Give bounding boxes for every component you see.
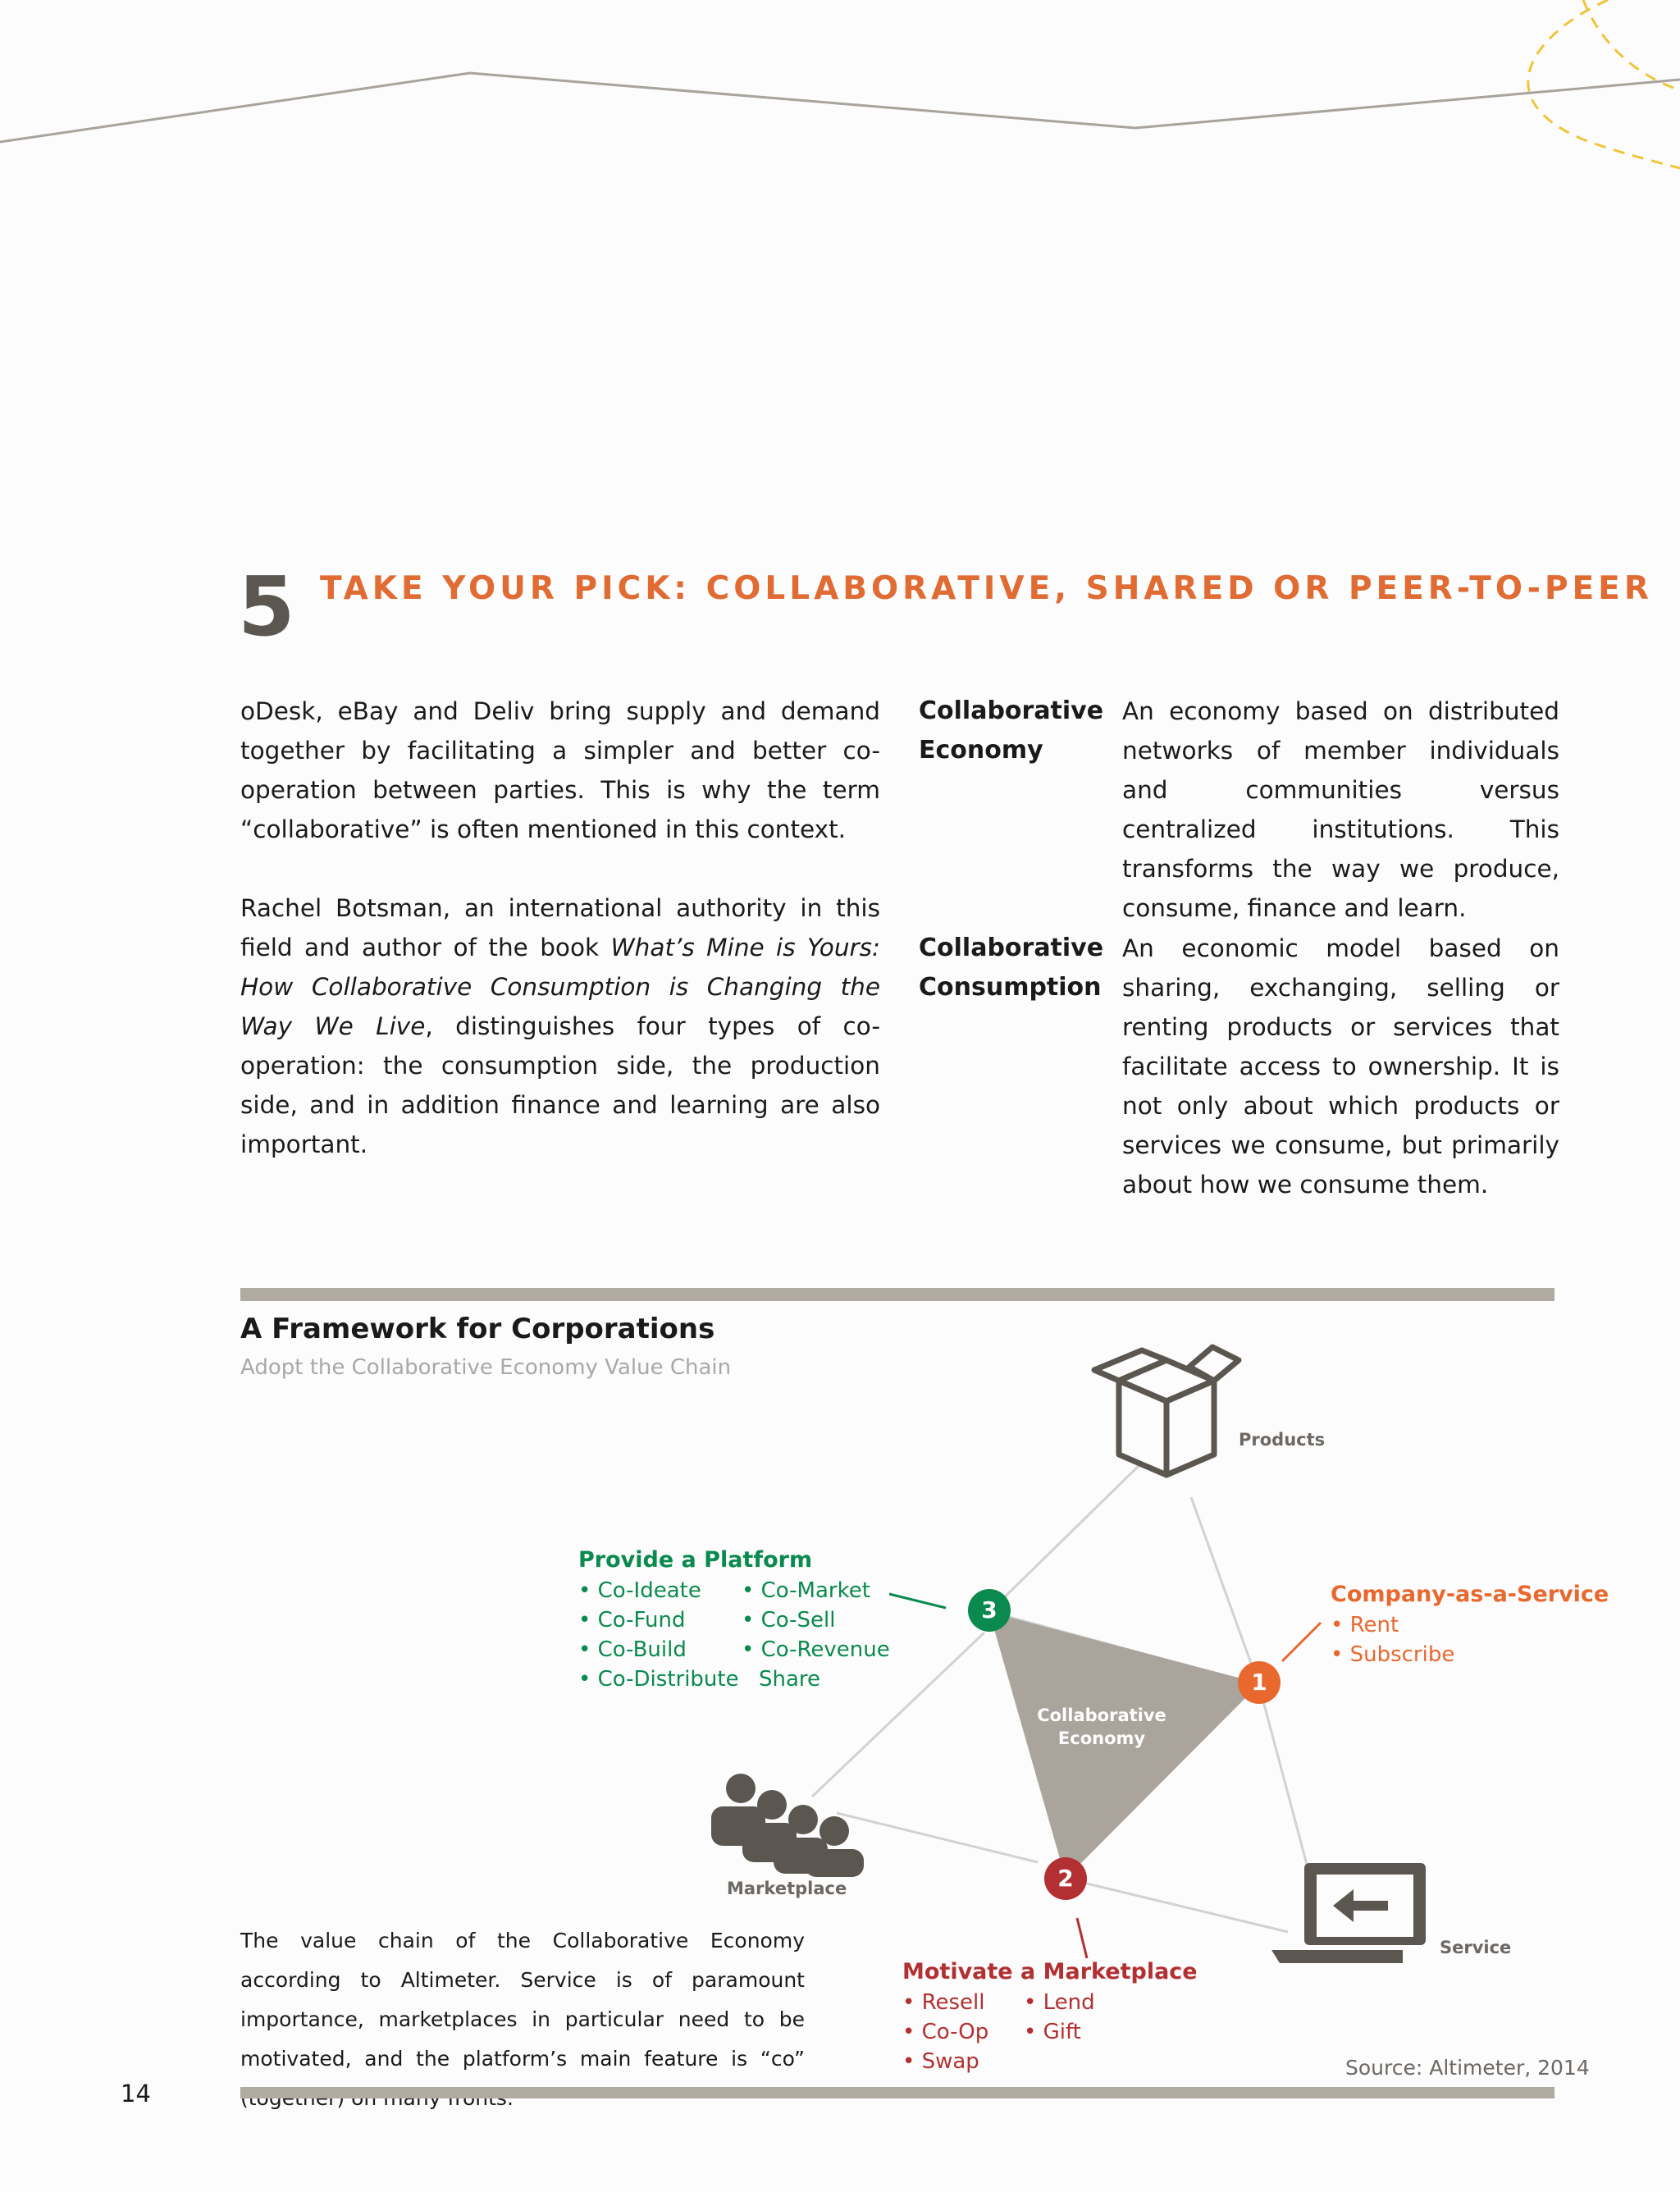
platform-title: Provide a Platform: [578, 1547, 813, 1573]
list-item: • Swap: [902, 2049, 979, 2074]
term-collaborative-consumption: Collaborative Consumption: [919, 934, 1104, 1002]
framework-title: A Framework for Corporations: [240, 1313, 715, 1345]
platform-list-2: [742, 1576, 890, 1694]
list-item: • Co-Sell: [742, 1608, 836, 1633]
company-title: Company-as-a-Service: [1331, 1582, 1609, 1607]
list-item: • Co-Ideate: [578, 1578, 701, 1603]
list-item: Share: [759, 1667, 821, 1692]
page-number: 14: [121, 2080, 151, 2108]
products-label: Products: [1239, 1430, 1326, 1450]
list-item: • Co-Market: [742, 1578, 870, 1603]
list-item: • Resell: [902, 1990, 985, 2015]
term-collaborative-economy: Collaborative Economy: [919, 696, 1104, 765]
chapter-number: 5: [238, 559, 295, 655]
botsman-text-start: Rachel Botsman, an international authority in this field and author of the book: [240, 894, 880, 961]
node-3: 3: [968, 1589, 1011, 1632]
center-label: [1032, 1704, 1171, 1750]
definition-collaborative-consumption: An economic model based on sharing, exchanging, selling or renting products or services that facilitate access to ownership. It is not only about which products or services we consume, but primarily about how we consume them.: [1122, 934, 1559, 1199]
figure-caption: The value chain of the Collaborative Economy according to Altimeter. Service is of paramount importance, marketplaces in particular need to be motivated, and the platform’s main feature is “co”: [240, 1929, 805, 2071]
node-2: 2: [1044, 1857, 1087, 1900]
node-1: 1: [1238, 1661, 1281, 1704]
company-list: [1331, 1610, 1454, 1669]
marketplace-group-title: Motivate a Marketplace: [902, 1959, 1198, 1984]
chapter-title: TAKE YOUR PICK: COLLABORATIVE, SHARED OR PEER-TO-PEER: [320, 570, 1653, 607]
botsman-text-end: , distinguishes four types of co-operation: the consumption side, the production side, and in addition finance and learning are also important.: [240, 1012, 880, 1158]
list-item: • Co-Op: [902, 2020, 989, 2044]
figure-source: Source: Altimeter, 2014: [1345, 2056, 1590, 2080]
box-icon: [1091, 1344, 1247, 1483]
service-label: Service: [1440, 1938, 1512, 1957]
intro-paragraph: oDesk, eBay and Deliv bring supply and demand together by facilitating a simpler and better co-operation between parties. This is why the term “collaborative” is often mentioned in this context.: [240, 697, 880, 843]
book-title: What’s Mine is Yours: How Collaborative Consumption is Changing the Way We Live: [240, 934, 880, 1040]
list-item: • Co-Build: [578, 1637, 687, 1662]
definition-collaborative-economy: An economy based on distributed networks of member individuals and communities versus centralized institutions. This transforms the way we produce, consume, finance and learn.: [1122, 697, 1559, 922]
list-item: • Lend: [1024, 1990, 1095, 2015]
people-icon: [710, 1772, 867, 1879]
marketplace-label: Marketplace: [727, 1879, 847, 1898]
list-item: • Co-Distribute: [578, 1667, 739, 1692]
center-label-line2: Economy: [1057, 1728, 1146, 1748]
list-item: • Co-Revenue: [742, 1637, 890, 1662]
laptop-return-icon: [1271, 1858, 1427, 1969]
framework-bottom-bar: [240, 2087, 1554, 2098]
center-label-line1: Collaborative: [1037, 1706, 1166, 1725]
list-item: • Rent: [1331, 1613, 1399, 1637]
marketplace-list-1: [902, 1988, 988, 2076]
platform-list-1: [578, 1576, 739, 1694]
list-item: • Gift: [1024, 2020, 1081, 2044]
list-item: • Subscribe: [1331, 1642, 1455, 1667]
list-item: • Co-Fund: [578, 1608, 686, 1633]
marketplace-list-2: [1024, 1988, 1095, 2047]
framework-subtitle: Adopt the Collaborative Economy Value Chain: [240, 1355, 732, 1380]
